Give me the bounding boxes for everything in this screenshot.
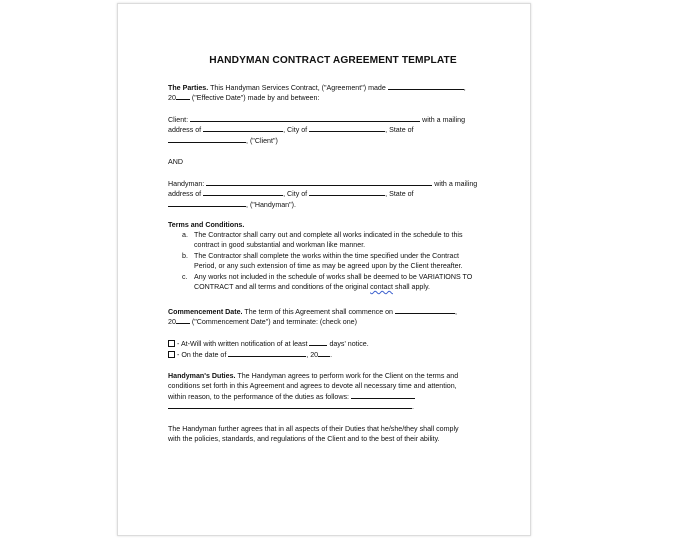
commencement-year-blank[interactable]	[176, 316, 190, 324]
checkbox-at-will[interactable]	[168, 340, 175, 347]
option-text: days' notice.	[329, 340, 369, 348]
duties-text: within reason, to the performance of the duties as follows:	[168, 393, 349, 401]
effective-year-blank[interactable]	[176, 92, 190, 100]
commencement-heading: Commencement Date.	[168, 308, 243, 316]
and-label: AND	[168, 158, 183, 166]
notice-days-blank[interactable]	[309, 338, 327, 346]
further-line-2: with the policies, standards, and regulations of the Client and to the best of their ability.	[168, 435, 440, 443]
option-text: - On the date of	[177, 351, 227, 359]
client-line-3	[168, 135, 278, 147]
handyman-line-2	[168, 188, 414, 200]
duties-line-2: conditions set forth in this Agreement and agrees to devote all necessary time and attention,	[168, 382, 457, 390]
handyman-label: Handyman:	[168, 180, 205, 188]
list-marker: a.	[182, 231, 188, 239]
terms-item-b	[182, 251, 459, 262]
list-item-text: The Contractor shall carry out and complete all works indicated in the schedule to this	[194, 231, 463, 239]
client-address-label: address of	[168, 126, 202, 134]
parties-text: This Handyman Services Contract, ("Agreement") made	[210, 84, 386, 92]
handyman-city-blank[interactable]	[309, 188, 385, 196]
handyman-name-blank[interactable]	[206, 178, 432, 186]
list-item-text: Any works not included in the schedule of works shall be deemed to be VARIATIONS TO	[194, 273, 473, 281]
commencement-comma: ,	[455, 308, 457, 316]
end-date-blank[interactable]	[228, 349, 306, 357]
handyman-mailing-text: with a mailing	[434, 180, 478, 188]
handyman-address-label: address of	[168, 190, 202, 198]
list-item-text: shall apply.	[394, 283, 430, 291]
effective-date-text: ("Effective Date") made by and between:	[191, 94, 320, 102]
handyman-role-text: , ("Handyman").	[246, 201, 296, 209]
terms-item-a	[182, 230, 463, 241]
duties-text: The Handyman agrees to perform work for the Client on the terms and	[237, 372, 459, 380]
handyman-state-label: , State of	[385, 190, 414, 198]
misspelled-word: contact	[370, 283, 393, 291]
option-at-will	[168, 338, 369, 350]
document-title: HANDYMAN CONTRACT AGREEMENT TEMPLATE	[209, 55, 457, 66]
duties-blank-1[interactable]	[351, 391, 415, 399]
parties-heading: The Parties.	[168, 84, 209, 92]
client-line-2	[168, 124, 414, 136]
year-prefix: 20	[168, 94, 176, 102]
client-state-label: , State of	[385, 126, 414, 134]
option-text: .	[330, 351, 333, 359]
further-line-1: The Handyman further agrees that in all aspects of their Duties that he/she/they shall comply	[168, 425, 459, 433]
terms-item-a-cont: contract in good substantial and workman like manner.	[194, 241, 366, 249]
terms-heading: Terms and Conditions.	[168, 221, 245, 229]
option-text: , 20	[306, 351, 319, 359]
option-on-date	[168, 349, 332, 361]
handyman-line-3	[168, 199, 296, 211]
agreement-date-blank[interactable]	[388, 82, 464, 90]
document-page	[117, 3, 531, 536]
commencement-date-blank[interactable]	[395, 306, 455, 314]
duties-line-4	[168, 401, 414, 413]
handyman-city-label: , City of	[283, 190, 308, 198]
checkbox-on-date[interactable]	[168, 351, 175, 358]
terms-item-c	[182, 272, 472, 283]
year-prefix: 20	[168, 318, 176, 326]
duties-line-1	[168, 371, 458, 382]
duties-period: .	[412, 403, 414, 411]
commencement-date-text: ("Commencement Date") and terminate: (check one)	[191, 318, 357, 326]
terms-item-b-cont: Period, or any such extension of time as may be agreed upon by the Client thereafter.	[194, 262, 463, 270]
client-name-blank[interactable]	[190, 114, 420, 122]
list-item-text: The Contractor shall complete the works within the time specified under the Contract	[194, 252, 459, 260]
client-mailing-text: with a mailing	[422, 116, 466, 124]
parties-comma: ,	[463, 84, 466, 92]
list-marker: b.	[182, 252, 188, 260]
commencement-line-2	[168, 316, 357, 328]
commencement-text: The term of this Agreement shall commence on	[244, 308, 394, 316]
client-address-blank[interactable]	[203, 124, 283, 132]
client-role-text: , ("Client")	[246, 137, 278, 145]
end-year-blank[interactable]	[318, 349, 333, 359]
client-city-label: , City of	[283, 126, 308, 134]
terms-item-c-cont	[194, 282, 430, 293]
option-text: - At-Will with written notification of at least	[177, 340, 308, 348]
duties-blank-2[interactable]	[168, 401, 412, 409]
client-state-blank[interactable]	[168, 135, 246, 143]
parties-line-2	[168, 92, 319, 104]
client-label: Client:	[168, 116, 189, 124]
handyman-address-blank[interactable]	[203, 188, 283, 196]
duties-heading: Handyman's Duties.	[168, 372, 236, 380]
list-item-text: CONTRACT and all terms and conditions of the original	[194, 283, 369, 291]
client-city-blank[interactable]	[309, 124, 385, 132]
list-marker: c.	[182, 273, 188, 281]
handyman-state-blank[interactable]	[168, 199, 246, 207]
